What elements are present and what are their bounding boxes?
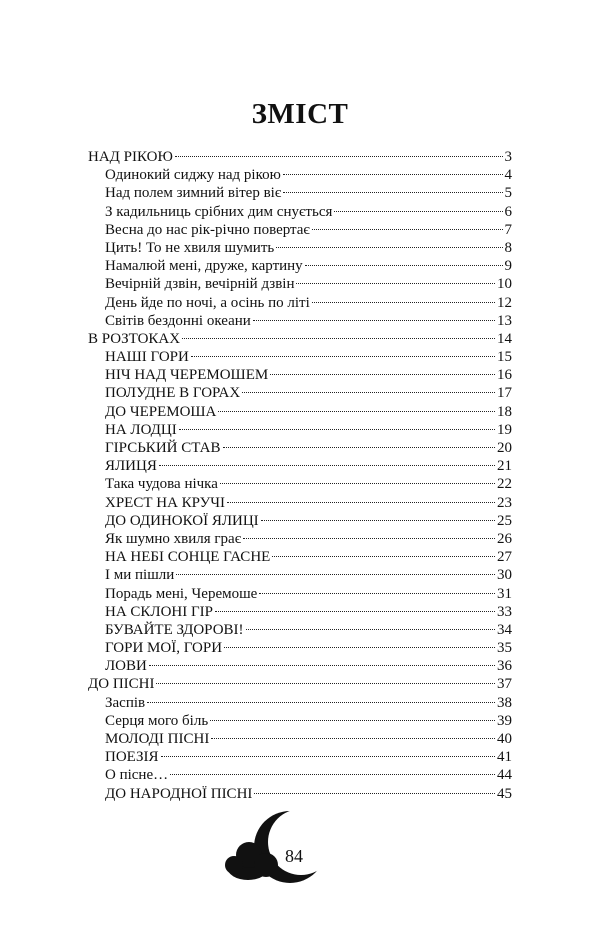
entry-page-number: 3	[504, 149, 512, 165]
dot-leader	[179, 429, 495, 430]
toc-entry	[88, 585, 512, 603]
section-entry	[88, 148, 512, 166]
dot-leader	[224, 647, 495, 648]
entry-title: ЯЛИЦЯ	[105, 458, 157, 475]
page-number: 84	[285, 846, 303, 866]
dot-leader	[253, 320, 495, 321]
entry-title: В РОЗТОКАХ	[88, 330, 181, 347]
toc-entry	[88, 203, 512, 221]
entry-title: ГОРИ МОЇ, ГОРИ	[105, 640, 223, 657]
entry-page-number: 39	[497, 712, 512, 729]
dot-leader	[215, 611, 495, 612]
entry-page-number: 40	[497, 731, 512, 747]
entry-title: МОЛОДІ ПІСНІ	[105, 731, 210, 747]
entry-page-number: 5	[504, 185, 512, 202]
entry-page-number: 33	[497, 603, 512, 620]
entry-title: День йде по ночі, а осінь по літі	[105, 294, 310, 311]
entry-page-number: 36	[497, 658, 512, 675]
entry-page-number: 6	[504, 203, 512, 220]
toc-entry	[88, 312, 512, 330]
dot-leader	[242, 392, 495, 393]
toc-entry	[88, 348, 512, 366]
toc-entry	[88, 766, 512, 784]
entry-title: ПОЛУДНЕ В ГОРАХ	[105, 385, 241, 402]
entry-page-number: 13	[497, 312, 512, 329]
toc-entry	[88, 275, 512, 293]
toc-entry	[88, 785, 512, 803]
dot-leader	[161, 756, 495, 757]
entry-page-number: 14	[497, 330, 512, 347]
toc-entry	[88, 603, 512, 621]
toc-entry	[88, 712, 512, 730]
entry-page-number: 38	[497, 694, 512, 711]
dot-leader	[259, 593, 495, 594]
crescent-moon-cloud-icon	[222, 805, 332, 885]
entry-page-number: 4	[504, 167, 512, 184]
entry-title: НІЧ НАД ЧЕРЕМОШЕМ	[105, 367, 269, 384]
dot-leader	[283, 174, 503, 175]
entry-page-number: 22	[497, 476, 512, 493]
entry-page-number: 41	[497, 749, 512, 766]
entry-title: Як шумно хвиля грає	[105, 530, 242, 547]
entry-page-number: 35	[497, 640, 512, 657]
dot-leader	[312, 229, 503, 230]
toc-entry	[88, 494, 512, 512]
dot-leader	[223, 447, 496, 448]
dot-leader	[220, 483, 495, 484]
entry-title: НАШІ ГОРИ	[105, 349, 189, 366]
entry-page-number: 10	[497, 276, 512, 293]
entry-title: НАД РІКОЮ	[88, 149, 173, 165]
toc-entry	[88, 166, 512, 184]
table-of-contents	[88, 148, 512, 803]
toc-entry	[88, 639, 512, 657]
section-entry	[88, 675, 512, 693]
dot-leader	[312, 302, 495, 303]
toc-entry	[88, 221, 512, 239]
dot-leader	[210, 720, 495, 721]
toc-entry	[88, 294, 512, 312]
entry-page-number: 44	[497, 767, 512, 784]
dot-leader	[175, 156, 503, 157]
entry-page-number: 31	[497, 585, 512, 602]
dot-leader	[191, 356, 495, 357]
toc-entry	[88, 748, 512, 766]
toc-entry	[88, 730, 512, 748]
toc-entry	[88, 694, 512, 712]
toc-entry	[88, 439, 512, 457]
entry-title: Одинокий сиджу над рікою	[105, 167, 281, 184]
entry-page-number: 16	[497, 367, 512, 384]
entry-title: Світів бездонні океани	[105, 312, 251, 329]
dot-leader	[254, 793, 495, 794]
toc-entry	[88, 421, 512, 439]
entry-page-number: 25	[497, 512, 512, 529]
dot-leader	[261, 520, 495, 521]
entry-page-number: 45	[497, 785, 512, 802]
toc-entry	[88, 621, 512, 639]
entry-page-number: 8	[504, 239, 512, 256]
dot-leader	[176, 574, 495, 575]
dot-leader	[276, 247, 502, 248]
entry-title: З кадильниць срібних дим снується	[105, 203, 333, 220]
entry-page-number: 37	[497, 676, 512, 693]
entry-title: Серця мого біль	[105, 712, 209, 729]
entry-title: ДО ЧЕРЕМОША	[105, 403, 217, 420]
entry-title: Намалюй мені, друже, картину	[105, 258, 303, 275]
entry-title: Над полем зимний вітер віє	[105, 185, 282, 202]
entry-title: Порадь мені, Черемоше	[105, 585, 258, 602]
dot-leader	[149, 665, 495, 666]
toc-entry	[88, 384, 512, 402]
toc-entry	[88, 566, 512, 584]
toc-entry	[88, 184, 512, 202]
dot-leader	[159, 465, 495, 466]
dot-leader	[283, 192, 502, 193]
entry-page-number: 7	[504, 221, 512, 238]
entry-title: ХРЕСТ НА КРУЧІ	[105, 494, 226, 511]
entry-title: НА СКЛОНІ ГІР	[105, 603, 214, 620]
entry-page-number: 30	[497, 567, 512, 584]
toc-entry	[88, 403, 512, 421]
section-entry	[88, 330, 512, 348]
dot-leader	[147, 702, 495, 703]
entry-page-number: 34	[497, 621, 512, 638]
toc-entry	[88, 548, 512, 566]
entry-page-number: 26	[497, 530, 512, 547]
dot-leader	[182, 338, 495, 339]
entry-title: ДО НАРОДНОЇ ПІСНІ	[105, 785, 253, 802]
dot-leader	[170, 774, 495, 775]
entry-title: ДО ОДИНОКОЇ ЯЛИЦІ	[105, 512, 259, 529]
dot-leader	[334, 211, 502, 212]
dot-leader	[218, 411, 495, 412]
dot-leader	[156, 683, 495, 684]
dot-leader	[296, 283, 495, 284]
toc-entry	[88, 530, 512, 548]
toc-entry	[88, 475, 512, 493]
entry-page-number: 20	[497, 440, 512, 456]
entry-page-number: 17	[497, 385, 512, 402]
toc-entry	[88, 239, 512, 257]
dot-leader	[272, 556, 495, 557]
entry-page-number: 19	[497, 421, 512, 438]
toc-entry	[88, 512, 512, 530]
entry-title: ПОЕЗІЯ	[105, 749, 159, 766]
dot-leader	[211, 738, 495, 739]
dot-leader	[305, 265, 503, 266]
entry-page-number: 27	[497, 549, 512, 566]
entry-page-number: 12	[497, 294, 512, 311]
toc-entry	[88, 366, 512, 384]
entry-title: І ми пішли	[105, 567, 175, 584]
entry-title: О пісне…	[105, 767, 169, 784]
entry-title: Весна до нас рік-річно повертає	[105, 221, 310, 238]
entry-title: НА ЛОДЦІ	[105, 421, 177, 438]
entry-title: Вечірній дзвін, вечірній дзвін	[105, 276, 295, 293]
entry-page-number: 23	[497, 494, 512, 511]
page-title: ЗМІСТ	[251, 98, 349, 130]
toc-entry	[88, 457, 512, 475]
entry-page-number: 18	[497, 403, 512, 420]
entry-title: ДО ПІСНІ	[88, 676, 155, 693]
dot-leader	[246, 629, 495, 630]
dot-leader	[227, 502, 495, 503]
entry-page-number: 21	[497, 458, 512, 475]
dot-leader	[270, 374, 495, 375]
toc-entry	[88, 657, 512, 675]
toc-entry	[88, 257, 512, 275]
entry-title: Цить! То не хвиля шумить	[105, 239, 275, 256]
entry-title: Заспів	[105, 694, 146, 711]
dot-leader	[243, 538, 495, 539]
entry-title: БУВАЙТЕ ЗДОРОВІ!	[105, 621, 244, 638]
entry-title: НА НЕБІ СОНЦЕ ГАСНЕ	[105, 549, 271, 566]
entry-page-number: 15	[497, 349, 512, 366]
entry-title: ЛОВИ	[105, 658, 147, 675]
entry-page-number: 9	[504, 258, 512, 275]
entry-title: ГІРСЬКИЙ СТАВ	[105, 440, 221, 456]
entry-title: Така чудова нічка	[105, 476, 218, 493]
